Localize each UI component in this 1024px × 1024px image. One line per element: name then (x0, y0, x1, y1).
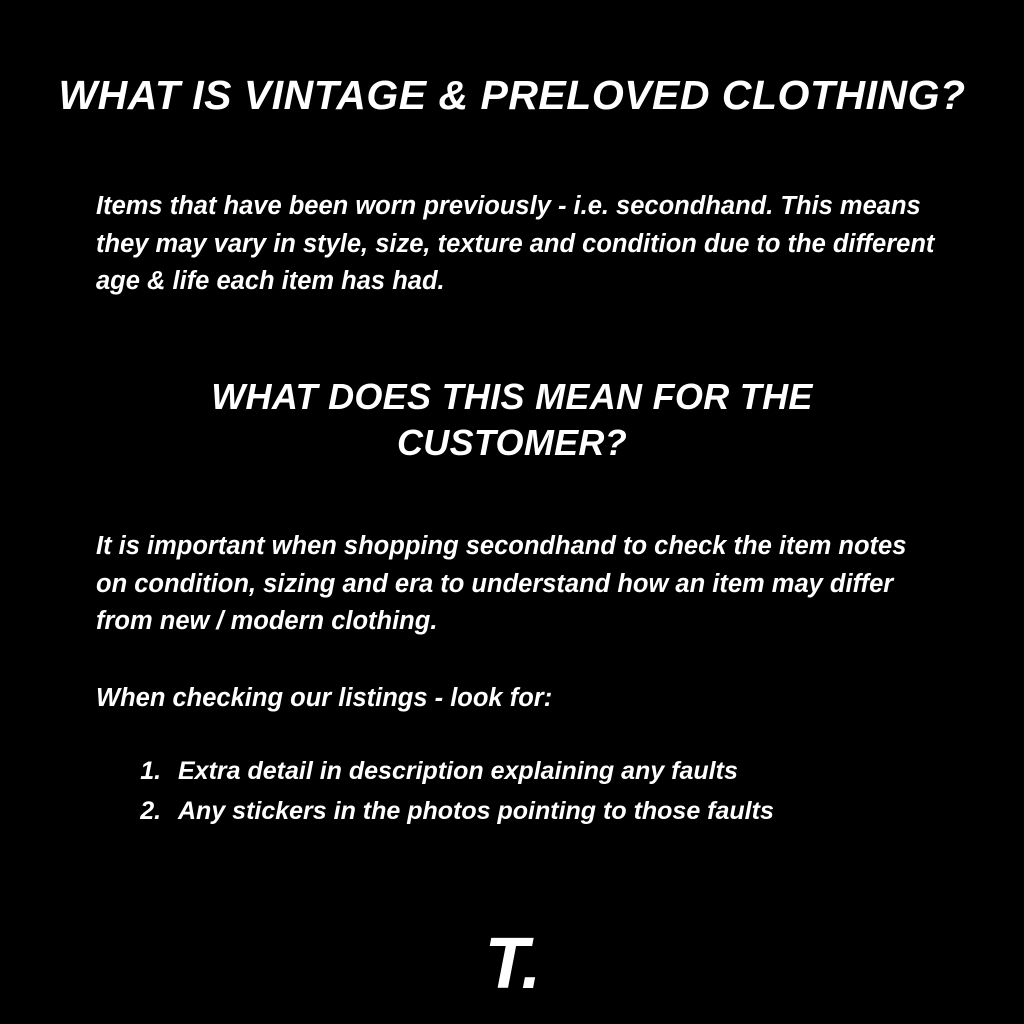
section-heading-customer: WHAT DOES THIS MEAN FOR THE CUSTOMER? (211, 376, 813, 464)
page-title: WHAT IS VINTAGE & PRELOVED CLOTHING? (58, 72, 966, 118)
brand-logo: T. (484, 924, 540, 1004)
customer-paragraph: It is important when shopping secondhand to check the item notes on condition, sizing and era to understand how an item may differ from new / modern clothing. (96, 532, 907, 636)
list-item: 1. Extra detail in description explaining any faults (168, 752, 1008, 791)
listings-prompt: When checking our listings - look for: (96, 684, 553, 712)
list-item: 2. Any stickers in the photos pointing to those faults (168, 792, 1008, 831)
checklist (120, 752, 1008, 832)
intro-paragraph: Items that have been worn previously - i.e. secondhand. This means they may vary in style, size, texture and condition due to the different age & life each item has had. (96, 192, 935, 296)
